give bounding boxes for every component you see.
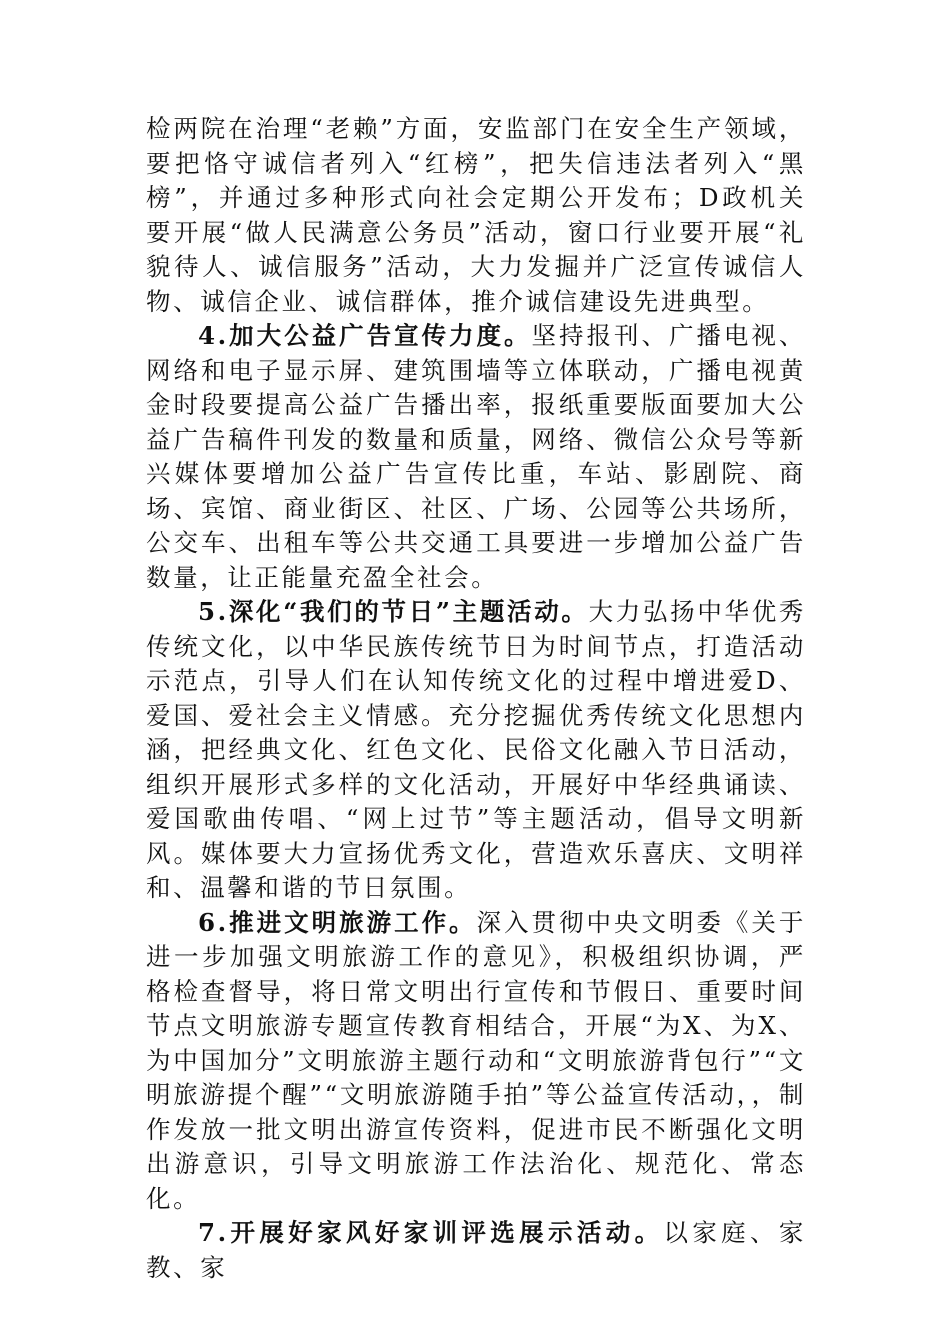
paragraph-body: 检两院在治理“老赖”方面，安监部门在安全生产领域，要把恪守诚信者列入“红榜”，把失信违法者列入“黑榜”，并通过多种形式向社会定期公开发布；D政机关要开展“做人民满意公务员”活动，窗口行业要开展“礼貌待人、诚信服务”活动，大力发掘并广泛宣传诚信人物、诚信企业、诚信群体，推介诚信建设先进典型。	[146, 114, 806, 316]
section-heading: 6.推进文明旅游工作。	[198, 907, 477, 937]
section-heading: 5.深化“我们的节日”主题活动。	[198, 597, 589, 626]
paragraph-body: 深入贯彻中央文明委《关于进一步加强文明旅游工作的意见》，积极组织协调，严格检查督导，将日常文明出行宣传和节假日、重要时间节点文明旅游专题宣传教育相结合，开展“为X、为X、为中国加分”文明旅游主题行动和“文明旅游背包行”“文明旅游提个醒”“文明旅游随手拍”等公益宣传活动，，制作发放一批文明出游宣传资料，促进市民不断强化文明出游意识，引导文明旅游工作法治化、规范化、常态化。	[146, 907, 806, 1213]
section-heading: 7.开展好家风好家训评选展示活动。	[198, 1218, 664, 1247]
paragraph-civilized-tourism	[146, 906, 806, 1217]
document-body	[146, 112, 806, 1285]
paragraph-public-ads	[146, 319, 806, 595]
paragraph-body: 以家庭、家教、家	[146, 1218, 806, 1282]
paragraph-body: 大力弘扬中华优秀传统文化，以中华民族传统节日为时间节点，打造活动示范点，引导人们在认知传统文化的过程中增进爱D、爱国、爱社会主义情感。充分挖掘优秀传统文化思想内涵，把经典文化、红色文化、民俗文化融入节日活动，组织开展形式多样的文化活动，开展好中华经典诵读、爱国歌曲传唱、“网上过节”等主题活动，倡导文明新风。媒体要大力宣扬优秀文化，营造欢乐喜庆、文明祥和、温馨和谐的节日氛围。	[146, 597, 806, 902]
paragraph-credit-lists	[146, 112, 806, 319]
paragraph-body: 坚持报刊、广播电视、网络和电子显示屏、建筑围墙等立体联动，广播电视黄金时段要提高公益广告播出率，报纸重要版面要加大公益广告稿件刊发的数量和质量，网络、微信公众号等新兴媒体要增加公益广告宣传比重，车站、影剧院、商场、宾馆、商业街区、社区、广场、公园等公共场所，公交车、出租车等公共交通工具要进一步增加公益广告数量，让正能量充盈全社会。	[146, 321, 806, 592]
paragraph-family-traditions	[146, 1216, 806, 1285]
paragraph-our-festivals	[146, 595, 806, 906]
section-heading: 4.加大公益广告宣传力度。	[198, 321, 532, 350]
